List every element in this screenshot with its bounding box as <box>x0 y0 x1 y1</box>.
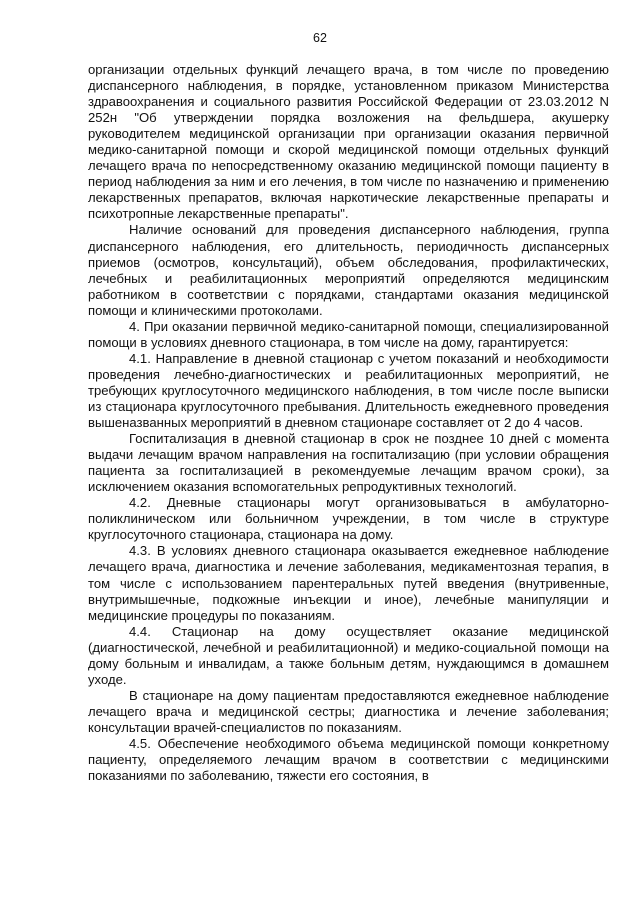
paragraph-section-4-4: 4.4. Стационар на дому осуществляет оказание медицинской (диагностической, лечебной и реабилитационной) и медико-социальной помощи на дому больным и инвалидам, а также больным детям, нуждающимся в домашнем уходе. <box>88 623 609 687</box>
paragraph-continuation: организации отдельных функций лечащего врача, в том числе по проведению диспансерного наблюдения, в порядке, установленном приказом Министерства здравоохранения и социального развития Российской Федерации от 23.03.2012 N 252н "Об утверждении порядка возложения на фельдшера, акушерку руководителем медицинской организации при организации оказания первичной медико-санитарной помощи и скорой медицинской помощи отдельных функций лечащего врача по непосредственному оказанию медицинской помощи пациенту в период наблюдения за ним и его лечения, в том числе по назначению и применению лекарственных препаратов, включая наркотические лекарственные препараты и психотропные лекарственные препараты". <box>88 62 609 222</box>
document-body <box>88 62 609 784</box>
paragraph-section-4: 4. При оказании первичной медико-санитарной помощи, специализированной помощи в условиях дневного стационара, в том числе на дому, гарантируется: <box>88 318 609 350</box>
paragraph-section-4-5: 4.5. Обеспечение необходимого объема медицинской помощи конкретному пациенту, определяемого лечащим врачом в соответствии с медицинскими показаниями по заболеванию, тяжести его состояния, в <box>88 735 609 784</box>
paragraph-section-4-3: 4.3. В условиях дневного стационара оказывается ежедневное наблюдение лечащего врача, диагностика и лечение заболевания, медикаментозная терапия, в том числе с использованием парентеральных путей введения (внутривенные, внутримышечные, подкожные инъекции и иное), лечебные манипуляции и медицинские процедуры по показаниям. <box>88 543 609 623</box>
paragraph-hospitalization: Госпитализация в дневной стационар в срок не позднее 10 дней с момента выдачи лечащим врачом направления на госпитализацию (при условии обращения пациента за госпитализацией в рекомендуемые лечащим врачом сроки), за исключением оказания вспомогательных репродуктивных технологий. <box>88 431 609 495</box>
paragraph-dispensary-grounds: Наличие оснований для проведения диспансерного наблюдения, группа диспансерного наблюдения, его длительность, периодичность диспансерных приемов (осмотров, консультаций), объем обследования, профилактических, лечебных и реабилитационных мероприятий определяются медицинским работником в соответствии с порядками, стандартами оказания медицинской помощи и клиническими протоколами. <box>88 222 609 318</box>
page-number: 62 <box>313 31 327 45</box>
paragraph-section-4-1: 4.1. Направление в дневной стационар с учетом показаний и необходимости проведения лечебно-диагностических и реабилитационных мероприятий, не требующих круглосуточного медицинского наблюдения, в том числе после выписки из стационара круглосуточного пребывания. Длительность ежедневного проведения вышеназванных мероприятий в дневном стационаре составляет от 2 до 4 часов. <box>88 350 609 431</box>
paragraph-section-4-2: 4.2. Дневные стационары могут организовываться в амбулаторно-поликлиническом или больничном учреждении, в том числе в структуре круглосуточного стационара, стационара на дому. <box>88 495 609 543</box>
paragraph-home-hospital: В стационаре на дому пациентам предоставляются ежедневное наблюдение лечащего врача и медицинской сестры; диагностика и лечение заболевания; консультации врачей-специалистов по показаниям. <box>88 687 609 735</box>
